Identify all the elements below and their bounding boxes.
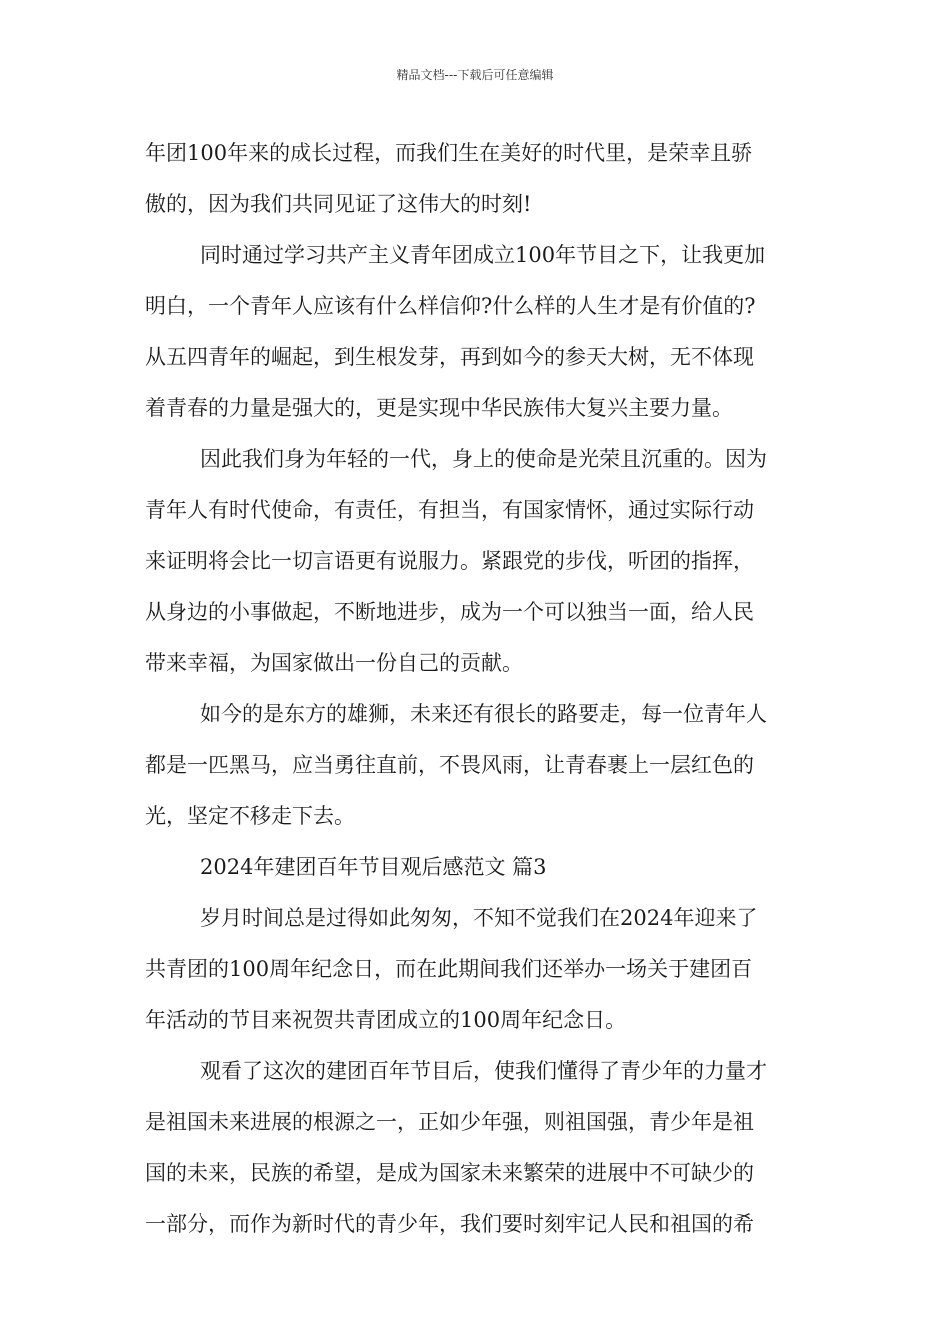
text-line: 青年人有时代使命，有责任，有担当，有国家情怀，通过实际行动: [145, 498, 754, 522]
paragraph-start-line: 岁月时间总是过得如此匆匆，不知不觉我们在2024年迎来了: [200, 906, 758, 930]
text-line: 共青团的100周年纪念日，而在此期间我们还举办一场关于建团百: [145, 957, 753, 981]
text-line: 光，坚定不移走下去。: [145, 804, 355, 828]
text-line: 国的未来，民族的希望，是成为国家未来繁荣的进展中不可缺少的: [145, 1161, 754, 1185]
text-line: 都是一匹黑马，应当勇往直前，不畏风雨，让青春裹上一层红色的: [145, 753, 754, 777]
paragraph-start-line: 因此我们身为年轻的一代，身上的使命是光荣且沉重的。因为: [200, 447, 767, 471]
text-line: 带来幸福，为国家做出一份自己的贡献。: [145, 651, 523, 675]
paragraph-start-line: 观看了这次的建团百年节目后，使我们懂得了青少年的力量才: [200, 1059, 767, 1083]
text-line: 明白，一个青年人应该有什么样信仰?什么样的人生才是有价值的?: [145, 294, 756, 318]
paragraph-start-line: 同时通过学习共产主义青年团成立100年节目之下，让我更加: [200, 243, 766, 267]
text-line: 一部分，而作为新时代的青少年，我们要时刻牢记人民和祖国的希: [145, 1212, 754, 1236]
section-heading: 2024年建团百年节目观后感范文 篇3: [200, 855, 547, 879]
document-body: [145, 128, 807, 1250]
text-line: 年活动的节目来祝贺共青团成立的100周年纪念日。: [145, 1008, 627, 1032]
text-line: 着青春的力量是强大的，更是实现中华民族伟大复兴主要力量。: [145, 396, 733, 420]
text-line: 从五四青年的崛起，到生根发芽，再到如今的参天大树，无不体现: [145, 345, 754, 369]
text-line: 从身边的小事做起，不断地进步，成为一个可以独当一面，给人民: [145, 600, 754, 624]
text-line: 傲的，因为我们共同见证了这伟大的时刻!: [145, 192, 532, 216]
page-header: 精品文档---下载后可任意编辑: [396, 68, 554, 82]
text-line: 年团100年来的成长过程，而我们生在美好的时代里，是荣幸且骄: [145, 141, 753, 165]
text-line: 来证明将会比一切言语更有说服力。紧跟党的步伐，听团的指挥，: [145, 549, 754, 573]
paragraph-start-line: 如今的是东方的雄狮，未来还有很长的路要走，每一位青年人: [200, 702, 767, 726]
text-line: 是祖国未来进展的根源之一，正如少年强，则祖国强，青少年是祖: [145, 1110, 754, 1134]
